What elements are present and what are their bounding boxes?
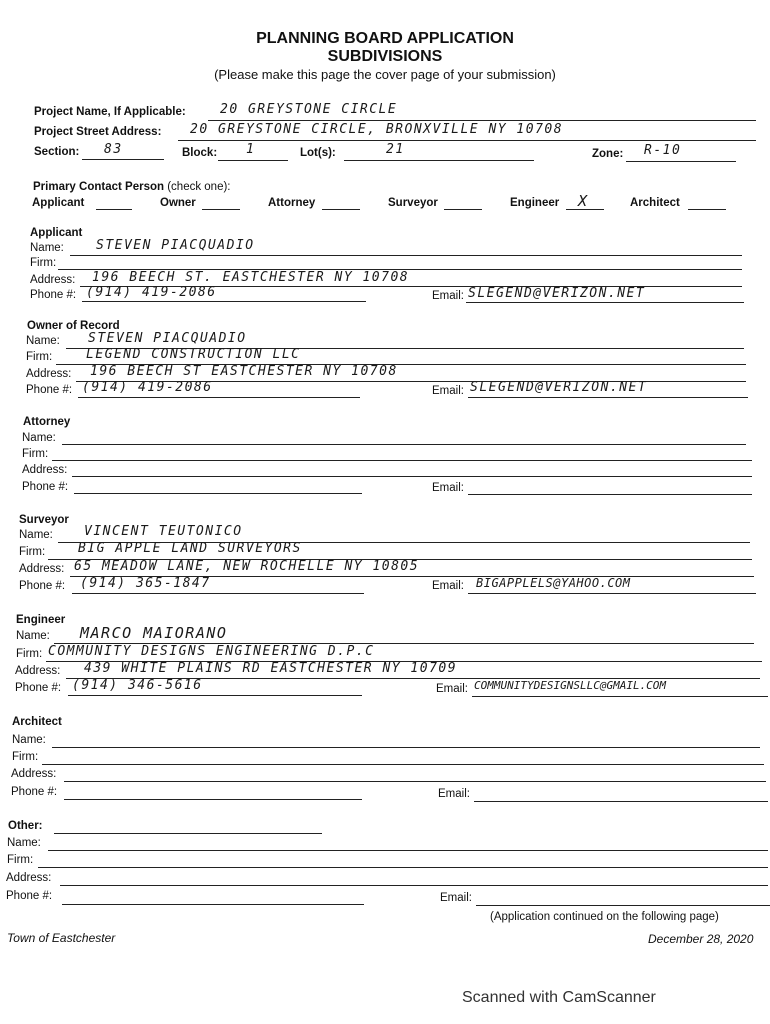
town-name: Town of Eastchester: [7, 931, 116, 945]
engineer-phone-value[interactable]: (914) 346-5616: [72, 678, 203, 693]
contact-option-surveyor[interactable]: Surveyor: [388, 197, 438, 209]
surveyor-heading: Surveyor: [19, 514, 69, 526]
block-label: Block:: [182, 147, 218, 159]
engineer-check-mark[interactable]: X: [578, 192, 589, 210]
owner-email-label: Email:: [432, 385, 464, 397]
primary-contact-label: Primary Contact Person: [33, 181, 165, 193]
owner-firm-label: Firm:: [26, 351, 53, 363]
project-address-label: Project Street Address:: [34, 126, 162, 138]
block-value[interactable]: 1: [246, 142, 256, 157]
engineer-firm-value[interactable]: COMMUNITY DESIGNS ENGINEERING D.P.C: [48, 644, 375, 659]
contact-option-owner[interactable]: Owner: [160, 197, 196, 209]
other-phone-label: Phone #:: [6, 890, 53, 902]
applicant-email-label: Email:: [432, 290, 464, 302]
surveyor-phone-value[interactable]: (914) 365-1847: [80, 576, 211, 591]
architect-phone-label: Phone #:: [11, 786, 58, 798]
engineer-firm-label: Firm:: [16, 648, 43, 660]
project-name-value[interactable]: 20 GREYSTONE CIRCLE: [220, 102, 398, 117]
surveyor-firm-value[interactable]: BIG APPLE LAND SURVEYORS: [78, 541, 302, 556]
surveyor-address-label: Address:: [19, 563, 65, 575]
owner-address-value[interactable]: 196 BEECH ST EASTCHESTER NY 10708: [90, 364, 398, 379]
engineer-name-label: Name:: [16, 630, 50, 642]
surveyor-name-label: Name:: [19, 529, 53, 541]
surveyor-email-value[interactable]: BIGAPPLELS@YAHOO.COM: [476, 576, 631, 590]
applicant-email-value[interactable]: SLEGEND@VERIZON.NET: [468, 286, 646, 301]
owner-phone-label: Phone #:: [26, 384, 73, 396]
owner-name-value[interactable]: STEVEN PIACQUADIO: [88, 331, 247, 346]
primary-contact-note: (check one):: [167, 181, 231, 193]
attorney-phone-label: Phone #:: [22, 481, 69, 493]
form-subtitle: SUBDIVISIONS: [327, 48, 443, 65]
applicant-firm-label: Firm:: [30, 257, 57, 269]
surveyor-firm-label: Firm:: [19, 546, 46, 558]
surveyor-email-label: Email:: [432, 580, 464, 592]
zone-value[interactable]: R-10: [644, 143, 682, 158]
applicant-address-value[interactable]: 196 BEECH ST. EASTCHESTER NY 10708: [92, 270, 410, 285]
applicant-heading: Applicant: [30, 227, 83, 239]
engineer-address-label: Address:: [15, 665, 61, 677]
engineer-heading: Engineer: [16, 614, 66, 626]
contact-option-attorney[interactable]: Attorney: [268, 197, 316, 209]
engineer-email-label: Email:: [436, 683, 468, 695]
engineer-email-value[interactable]: COMMUNITYDESIGNSLLC@GMAIL.COM: [474, 679, 667, 692]
architect-name-label: Name:: [12, 734, 46, 746]
other-name-label: Name:: [7, 837, 41, 849]
surveyor-name-value[interactable]: VINCENT TEUTONICO: [84, 524, 243, 539]
other-firm-label: Firm:: [7, 854, 34, 866]
attorney-email-label: Email:: [432, 482, 464, 494]
attorney-name-label: Name:: [22, 432, 56, 444]
applicant-name-label: Name:: [30, 242, 64, 254]
zone-label: Zone:: [592, 148, 624, 160]
engineer-phone-label: Phone #:: [15, 682, 62, 694]
owner-address-label: Address:: [26, 368, 72, 380]
engineer-address-value[interactable]: 439 WHITE PLAINS RD EASTCHESTER NY 10709: [84, 661, 458, 676]
architect-heading: Architect: [12, 716, 62, 728]
engineer-name-value[interactable]: MARCO MAIORANO: [80, 624, 228, 642]
applicant-address-label: Address:: [30, 274, 76, 286]
owner-firm-value[interactable]: LEGEND CONSTRUCTION LLC: [86, 347, 301, 362]
architect-email-label: Email:: [438, 788, 470, 800]
contact-option-engineer[interactable]: Engineer: [510, 197, 560, 209]
other-email-label: Email:: [440, 892, 472, 904]
applicant-phone-label: Phone #:: [30, 289, 77, 301]
architect-firm-label: Firm:: [12, 751, 39, 763]
other-heading: Other:: [8, 820, 43, 832]
applicant-name-value[interactable]: STEVEN PIACQUADIO: [96, 238, 255, 253]
owner-name-label: Name:: [26, 335, 60, 347]
section-label: Section:: [34, 146, 80, 158]
contact-option-architect[interactable]: Architect: [630, 197, 680, 209]
lots-label: Lot(s):: [300, 147, 336, 159]
lots-value[interactable]: 21: [386, 142, 405, 157]
form-note: (Please make this page the cover page of your submission): [214, 67, 556, 82]
form-date: December 28, 2020: [648, 932, 754, 946]
project-address-value[interactable]: 20 GREYSTONE CIRCLE, BRONXVILLE NY 10708: [190, 122, 564, 137]
applicant-phone-value[interactable]: (914) 419-2086: [86, 285, 217, 300]
surveyor-phone-label: Phone #:: [19, 580, 66, 592]
owner-phone-value[interactable]: (914) 419-2086: [82, 380, 213, 395]
contact-option-applicant[interactable]: Applicant: [32, 197, 85, 209]
attorney-firm-label: Firm:: [22, 448, 49, 460]
owner-heading: Owner of Record: [27, 320, 120, 332]
attorney-address-label: Address:: [22, 464, 68, 476]
section-value[interactable]: 83: [104, 142, 123, 157]
attorney-heading: Attorney: [23, 416, 71, 428]
continued-note: (Application continued on the following page): [490, 911, 719, 923]
owner-email-value[interactable]: SLEGEND@VERIZON.NET: [470, 380, 648, 395]
other-address-label: Address:: [6, 872, 52, 884]
camscanner-watermark: Scanned with CamScanner: [462, 989, 656, 1006]
primary-contact-heading: [33, 181, 231, 193]
surveyor-address-value[interactable]: 65 MEADOW LANE, NEW ROCHELLE NY 10805: [74, 559, 420, 574]
project-name-label: Project Name, If Applicable:: [34, 106, 186, 118]
architect-address-label: Address:: [11, 768, 57, 780]
form-title: PLANNING BOARD APPLICATION: [256, 30, 514, 47]
